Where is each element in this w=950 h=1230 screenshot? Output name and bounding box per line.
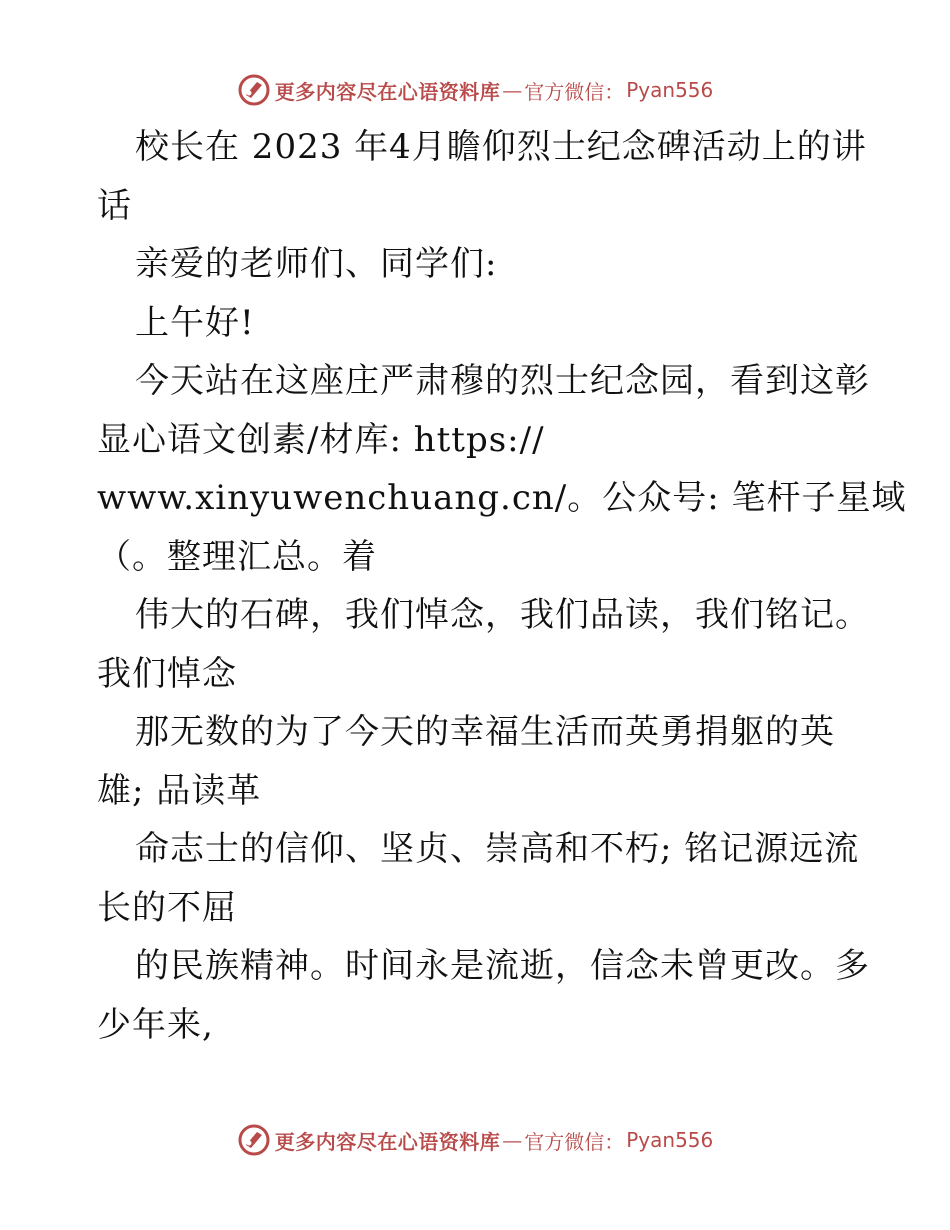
brand-logo-icon	[237, 73, 271, 107]
doc-paragraph-line: 今天站在这座庄严肃穆的烈士纪念园，看到这彰	[135, 361, 870, 401]
header-banner-separator: —	[502, 78, 523, 102]
header-banner-text: 更多内容尽在心语资料库	[274, 79, 501, 104]
footer-official-label: 官方微信：	[524, 1129, 625, 1154]
brand-logo-icon	[237, 1123, 271, 1157]
footer-banner-text: 更多内容尽在心语资料库	[274, 1129, 501, 1154]
header-banner	[0, 70, 950, 110]
doc-paragraph-line: 那无数的为了今天的幸福生活而英勇捐躯的英	[135, 712, 835, 752]
doc-title-line-2: 话	[97, 185, 132, 226]
header-wechat-id: Pyan556	[626, 78, 714, 102]
doc-paragraph-line: 我们悼念	[97, 653, 237, 694]
doc-paragraph-line: 少年来,	[97, 1004, 214, 1045]
doc-paragraph-line: 命志士的信仰、坚贞、崇高和不朽; 铭记源远流	[135, 829, 860, 869]
doc-paragraph-line: 的民族精神。时间永是流逝，信念未曾更改。多	[135, 946, 870, 986]
doc-greeting: 上午好!	[135, 302, 255, 343]
doc-paragraph-line: 显心语文创素/材库: https://	[97, 419, 545, 460]
document-body	[97, 118, 907, 1054]
doc-paragraph-line: 伟大的石碑，我们悼念，我们品读，我们铭记。	[135, 595, 870, 635]
footer-banner	[0, 1120, 950, 1160]
footer-wechat-id: Pyan556	[626, 1128, 714, 1152]
doc-title-line-1: 校长在 2023 年4月瞻仰烈士纪念碑活动上的讲	[135, 127, 867, 167]
header-official-label: 官方微信：	[524, 79, 625, 104]
doc-paragraph-line: 雄; 品读革	[97, 770, 262, 811]
doc-salutation: 亲爱的老师们、同学们:	[135, 244, 498, 284]
doc-paragraph-line: 长的不屈	[97, 887, 237, 928]
doc-paragraph-line: （。整理汇总。着	[97, 536, 377, 577]
footer-banner-separator: —	[502, 1128, 523, 1152]
doc-paragraph-line: www.xinyuwenchuang.cn/。公众号: 笔杆子星域	[97, 478, 907, 518]
